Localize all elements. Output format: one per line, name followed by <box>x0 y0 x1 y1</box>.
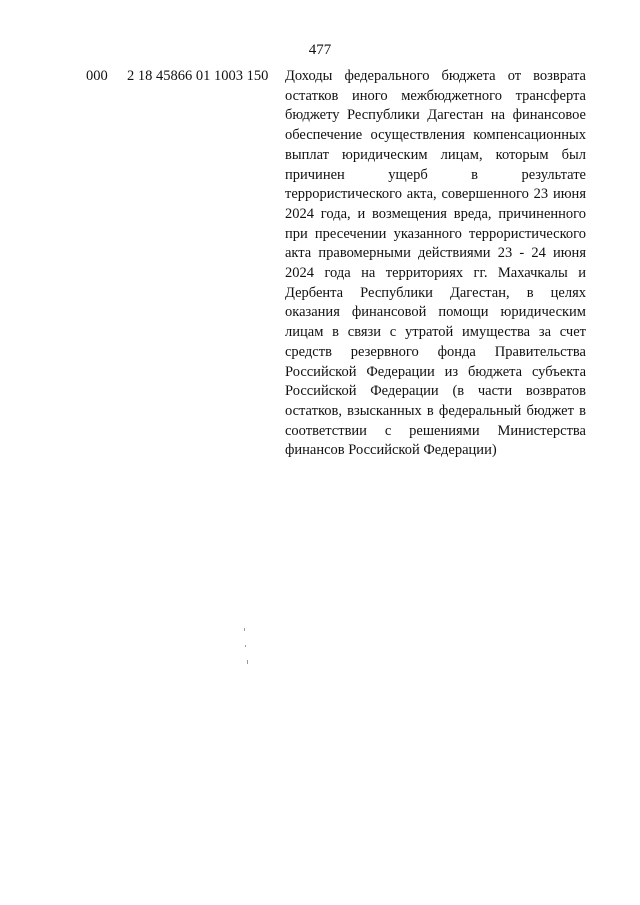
administrator-code: 000 <box>86 68 108 84</box>
income-classification-code: 2 18 45866 01 1003 150 <box>127 68 269 84</box>
scan-artifact <box>244 628 245 631</box>
scan-artifact <box>247 660 248 664</box>
page-number: 477 <box>308 42 332 58</box>
scan-artifact <box>245 645 246 647</box>
income-description: Доходы федерального бюджета от возврата остатков иного межбюджетного трансферта бюджету Республики Дагестан на финансовое обеспечение осуществления компенсационных выплат юридическим лицам, которым был причинен ущерб в результате террористического акта, совершенного 23 июня 2024 года, и возмещения вреда, причиненного при пресечении указанного террористического акта правомерными действиями 23 - 24 июня 2024 года на территориях гг. Махачкалы и Дербента Республики Дагестан, в целях оказания финансовой помощи юридическим лицам в связи с утратой имущества за счет средств резервного фонда Правительства Российской Федерации из бюджета субъекта Российской Федерации (в части возвратов остатков, взысканных в федеральный бюджет в соответствии с решениями Министерства финансов Российской Федерации) <box>285 68 586 459</box>
budget-classification-row <box>0 67 640 517</box>
